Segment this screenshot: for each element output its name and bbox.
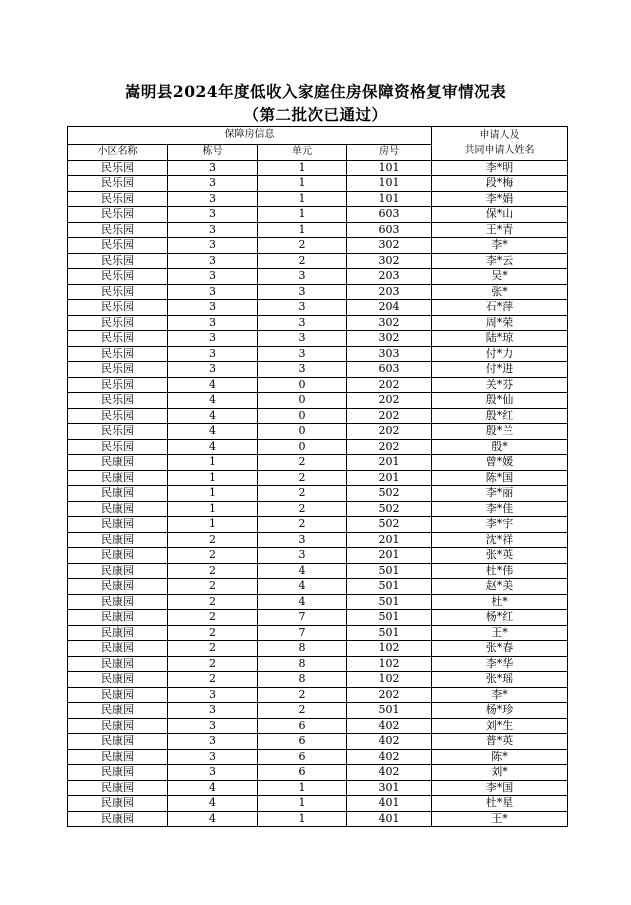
cell-community: 民康园 — [68, 811, 168, 827]
table-row — [68, 207, 568, 223]
page-subtitle: （第二批次已通过） — [243, 105, 388, 124]
cell-building: 2 — [168, 594, 258, 610]
cell-community: 民康园 — [68, 687, 168, 703]
cell-room: 402 — [347, 749, 432, 765]
cell-room: 603 — [347, 362, 432, 378]
table-row — [68, 625, 568, 641]
cell-room: 202 — [347, 408, 432, 424]
cell-applicant: 王* — [432, 811, 568, 827]
cell-building: 2 — [168, 656, 258, 672]
cell-building: 4 — [168, 780, 258, 796]
cell-room: 302 — [347, 315, 432, 331]
cell-room: 502 — [347, 517, 432, 533]
table-row — [68, 749, 568, 765]
cell-community: 民乐园 — [68, 238, 168, 254]
table-row — [68, 641, 568, 657]
cell-room: 501 — [347, 594, 432, 610]
cell-unit: 1 — [258, 191, 347, 207]
cell-community: 民乐园 — [68, 300, 168, 316]
cell-community: 民乐园 — [68, 207, 168, 223]
cell-community: 民康园 — [68, 780, 168, 796]
cell-community: 民康园 — [68, 470, 168, 486]
cell-building: 3 — [168, 253, 258, 269]
cell-applicant: 李*明 — [432, 160, 568, 176]
cell-unit: 7 — [258, 610, 347, 626]
table-row — [68, 532, 568, 548]
cell-unit: 4 — [258, 594, 347, 610]
cell-applicant: 刘* — [432, 765, 568, 781]
cell-building: 2 — [168, 579, 258, 595]
table-row — [68, 672, 568, 688]
cell-community: 民康园 — [68, 610, 168, 626]
cell-room: 102 — [347, 641, 432, 657]
cell-unit: 0 — [258, 424, 347, 440]
cell-unit: 2 — [258, 517, 347, 533]
cell-room: 203 — [347, 284, 432, 300]
cell-community: 民康园 — [68, 656, 168, 672]
cell-building: 3 — [168, 346, 258, 362]
table-row — [68, 811, 568, 827]
table-row — [68, 501, 568, 517]
cell-unit: 3 — [258, 300, 347, 316]
table-row — [68, 765, 568, 781]
table-row — [68, 269, 568, 285]
cell-applicant: 王*青 — [432, 222, 568, 238]
cell-room: 102 — [347, 672, 432, 688]
cell-community: 民康园 — [68, 734, 168, 750]
cell-unit: 3 — [258, 284, 347, 300]
table-row — [68, 408, 568, 424]
cell-community: 民康园 — [68, 703, 168, 719]
cell-building: 2 — [168, 625, 258, 641]
cell-community: 民康园 — [68, 517, 168, 533]
cell-room: 603 — [347, 207, 432, 223]
table-row — [68, 486, 568, 502]
cell-community: 民乐园 — [68, 377, 168, 393]
table-row — [68, 238, 568, 254]
cell-unit: 2 — [258, 687, 347, 703]
housing-table — [67, 126, 568, 827]
cell-unit: 6 — [258, 765, 347, 781]
cell-applicant: 殷*仙 — [432, 393, 568, 409]
cell-building: 3 — [168, 734, 258, 750]
cell-community: 民乐园 — [68, 176, 168, 192]
table-row — [68, 517, 568, 533]
cell-building: 4 — [168, 796, 258, 812]
cell-applicant: 陈*国 — [432, 470, 568, 486]
cell-applicant: 赵*美 — [432, 579, 568, 595]
cell-building: 3 — [168, 176, 258, 192]
cell-unit: 6 — [258, 718, 347, 734]
cell-applicant: 王* — [432, 625, 568, 641]
table-row — [68, 176, 568, 192]
cell-unit: 0 — [258, 377, 347, 393]
cell-room: 501 — [347, 563, 432, 579]
header-housing-info: 保障房信息 — [68, 127, 432, 145]
cell-room: 202 — [347, 377, 432, 393]
cell-applicant: 杜*星 — [432, 796, 568, 812]
cell-community: 民乐园 — [68, 346, 168, 362]
cell-community: 民乐园 — [68, 315, 168, 331]
cell-building: 4 — [168, 424, 258, 440]
cell-room: 402 — [347, 734, 432, 750]
cell-applicant: 李* — [432, 687, 568, 703]
cell-community: 民乐园 — [68, 191, 168, 207]
cell-unit: 0 — [258, 393, 347, 409]
cell-building: 3 — [168, 687, 258, 703]
header-applicants-line2: 共同申请人姓名 — [464, 145, 535, 157]
table-row — [68, 455, 568, 471]
cell-unit: 4 — [258, 579, 347, 595]
table-row — [68, 796, 568, 812]
cell-room: 201 — [347, 532, 432, 548]
cell-building: 3 — [168, 207, 258, 223]
cell-applicant: 李*国 — [432, 780, 568, 796]
cell-room: 302 — [347, 331, 432, 347]
cell-applicant: 吴* — [432, 269, 568, 285]
cell-unit: 1 — [258, 222, 347, 238]
cell-building: 2 — [168, 641, 258, 657]
table-row — [68, 160, 568, 176]
cell-room: 204 — [347, 300, 432, 316]
cell-room: 102 — [347, 656, 432, 672]
table-row — [68, 253, 568, 269]
table-row — [68, 687, 568, 703]
table-row — [68, 362, 568, 378]
cell-community: 民康园 — [68, 563, 168, 579]
cell-applicant: 付*进 — [432, 362, 568, 378]
cell-room: 501 — [347, 625, 432, 641]
cell-building: 3 — [168, 362, 258, 378]
cell-community: 民康园 — [68, 501, 168, 517]
cell-room: 201 — [347, 470, 432, 486]
cell-building: 2 — [168, 548, 258, 564]
cell-community: 民乐园 — [68, 160, 168, 176]
cell-unit: 2 — [258, 253, 347, 269]
cell-applicant: 李* — [432, 238, 568, 254]
cell-community: 民康园 — [68, 548, 168, 564]
cell-community: 民乐园 — [68, 331, 168, 347]
cell-unit: 2 — [258, 455, 347, 471]
table-row — [68, 393, 568, 409]
cell-room: 302 — [347, 253, 432, 269]
cell-applicant: 张* — [432, 284, 568, 300]
cell-unit: 3 — [258, 269, 347, 285]
table-row — [68, 734, 568, 750]
table-row — [68, 470, 568, 486]
cell-unit: 6 — [258, 749, 347, 765]
cell-room: 303 — [347, 346, 432, 362]
cell-applicant: 殷*红 — [432, 408, 568, 424]
cell-building: 3 — [168, 315, 258, 331]
cell-room: 603 — [347, 222, 432, 238]
cell-unit: 1 — [258, 176, 347, 192]
cell-room: 502 — [347, 486, 432, 502]
cell-building: 3 — [168, 269, 258, 285]
cell-unit: 7 — [258, 625, 347, 641]
cell-applicant: 李*宇 — [432, 517, 568, 533]
cell-building: 1 — [168, 470, 258, 486]
cell-unit: 0 — [258, 408, 347, 424]
table-row — [68, 594, 568, 610]
cell-building: 3 — [168, 160, 258, 176]
cell-community: 民康园 — [68, 594, 168, 610]
cell-unit: 3 — [258, 346, 347, 362]
cell-building: 3 — [168, 300, 258, 316]
header-applicants-line1: 申请人及 — [479, 130, 520, 142]
cell-applicant: 普*英 — [432, 734, 568, 750]
cell-room: 401 — [347, 796, 432, 812]
cell-community: 民康园 — [68, 455, 168, 471]
cell-applicant: 陈* — [432, 749, 568, 765]
table-row — [68, 331, 568, 347]
cell-community: 民乐园 — [68, 284, 168, 300]
cell-community: 民康园 — [68, 749, 168, 765]
cell-unit: 3 — [258, 315, 347, 331]
cell-building: 2 — [168, 610, 258, 626]
cell-building: 3 — [168, 718, 258, 734]
cell-room: 202 — [347, 687, 432, 703]
cell-applicant: 刘*生 — [432, 718, 568, 734]
cell-community: 民乐园 — [68, 222, 168, 238]
table-row — [68, 780, 568, 796]
cell-applicant: 张*英 — [432, 548, 568, 564]
cell-applicant: 李*娟 — [432, 191, 568, 207]
cell-community: 民康园 — [68, 718, 168, 734]
cell-community: 民乐园 — [68, 362, 168, 378]
table-row — [68, 439, 568, 455]
cell-applicant: 周*荣 — [432, 315, 568, 331]
page-title: 嵩明县2024年度低收入家庭住房保障资格复审情况表 — [124, 82, 507, 101]
cell-unit: 2 — [258, 501, 347, 517]
cell-building: 3 — [168, 238, 258, 254]
cell-applicant: 李*丽 — [432, 486, 568, 502]
cell-room: 101 — [347, 160, 432, 176]
cell-room: 501 — [347, 610, 432, 626]
cell-applicant: 张*瑶 — [432, 672, 568, 688]
cell-community: 民乐园 — [68, 408, 168, 424]
cell-community: 民乐园 — [68, 424, 168, 440]
cell-applicant: 段*梅 — [432, 176, 568, 192]
header-community: 小区名称 — [68, 145, 168, 161]
table-row — [68, 424, 568, 440]
header-room: 房号 — [347, 145, 432, 161]
cell-unit: 3 — [258, 362, 347, 378]
cell-applicant: 杜*伟 — [432, 563, 568, 579]
cell-building: 3 — [168, 331, 258, 347]
cell-building: 1 — [168, 517, 258, 533]
cell-applicant: 曾*媛 — [432, 455, 568, 471]
cell-unit: 3 — [258, 532, 347, 548]
table-row — [68, 718, 568, 734]
cell-applicant: 殷* — [432, 439, 568, 455]
cell-room: 202 — [347, 393, 432, 409]
cell-building: 1 — [168, 455, 258, 471]
table-row — [68, 563, 568, 579]
cell-applicant: 石*萍 — [432, 300, 568, 316]
table-row — [68, 191, 568, 207]
cell-community: 民康园 — [68, 625, 168, 641]
header-applicants — [432, 127, 568, 161]
cell-community: 民康园 — [68, 486, 168, 502]
cell-building: 3 — [168, 222, 258, 238]
cell-applicant: 保*山 — [432, 207, 568, 223]
cell-building: 3 — [168, 703, 258, 719]
cell-building: 4 — [168, 408, 258, 424]
cell-room: 301 — [347, 780, 432, 796]
cell-room: 501 — [347, 703, 432, 719]
cell-applicant: 杨*珍 — [432, 703, 568, 719]
cell-building: 4 — [168, 439, 258, 455]
cell-unit: 4 — [258, 563, 347, 579]
cell-unit: 3 — [258, 548, 347, 564]
cell-applicant: 杜* — [432, 594, 568, 610]
table-row — [68, 284, 568, 300]
cell-room: 201 — [347, 455, 432, 471]
cell-community: 民康园 — [68, 579, 168, 595]
cell-building: 3 — [168, 765, 258, 781]
cell-community: 民乐园 — [68, 269, 168, 285]
table-row — [68, 346, 568, 362]
cell-applicant: 张*春 — [432, 641, 568, 657]
cell-applicant: 李*云 — [432, 253, 568, 269]
cell-community: 民康园 — [68, 765, 168, 781]
header-unit: 单元 — [258, 145, 347, 161]
table-row — [68, 703, 568, 719]
cell-applicant: 陆*琼 — [432, 331, 568, 347]
cell-room: 202 — [347, 439, 432, 455]
cell-building: 4 — [168, 377, 258, 393]
cell-community: 民康园 — [68, 532, 168, 548]
cell-community: 民康园 — [68, 641, 168, 657]
cell-unit: 0 — [258, 439, 347, 455]
table-row — [68, 377, 568, 393]
cell-building: 4 — [168, 393, 258, 409]
cell-room: 401 — [347, 811, 432, 827]
cell-room: 203 — [347, 269, 432, 285]
cell-applicant: 沈*祥 — [432, 532, 568, 548]
cell-community: 民乐园 — [68, 393, 168, 409]
cell-unit: 8 — [258, 672, 347, 688]
cell-room: 501 — [347, 579, 432, 595]
cell-unit: 8 — [258, 641, 347, 657]
cell-unit: 1 — [258, 780, 347, 796]
table-row — [68, 315, 568, 331]
cell-community: 民乐园 — [68, 439, 168, 455]
cell-room: 101 — [347, 191, 432, 207]
cell-unit: 3 — [258, 331, 347, 347]
cell-unit: 1 — [258, 207, 347, 223]
cell-building: 3 — [168, 191, 258, 207]
cell-building: 1 — [168, 486, 258, 502]
cell-room: 502 — [347, 501, 432, 517]
cell-unit: 2 — [258, 238, 347, 254]
cell-community: 民康园 — [68, 796, 168, 812]
cell-room: 201 — [347, 548, 432, 564]
cell-building: 2 — [168, 672, 258, 688]
cell-unit: 6 — [258, 734, 347, 750]
cell-room: 202 — [347, 424, 432, 440]
cell-room: 402 — [347, 718, 432, 734]
cell-unit: 2 — [258, 703, 347, 719]
cell-applicant: 殷*兰 — [432, 424, 568, 440]
cell-unit: 2 — [258, 486, 347, 502]
cell-room: 302 — [347, 238, 432, 254]
cell-unit: 8 — [258, 656, 347, 672]
cell-community: 民康园 — [68, 672, 168, 688]
table-row — [68, 300, 568, 316]
header-building: 栋号 — [168, 145, 258, 161]
table-row — [68, 656, 568, 672]
cell-unit: 1 — [258, 811, 347, 827]
cell-building: 2 — [168, 532, 258, 548]
cell-building: 4 — [168, 811, 258, 827]
cell-room: 101 — [347, 176, 432, 192]
cell-applicant: 李*佳 — [432, 501, 568, 517]
cell-unit: 1 — [258, 160, 347, 176]
cell-applicant: 杨*红 — [432, 610, 568, 626]
table-row — [68, 610, 568, 626]
cell-community: 民乐园 — [68, 253, 168, 269]
cell-building: 3 — [168, 284, 258, 300]
cell-room: 402 — [347, 765, 432, 781]
table-row — [68, 548, 568, 564]
cell-building: 3 — [168, 749, 258, 765]
cell-unit: 1 — [258, 796, 347, 812]
table-row — [68, 579, 568, 595]
cell-applicant: 付*力 — [432, 346, 568, 362]
cell-building: 1 — [168, 501, 258, 517]
cell-building: 2 — [168, 563, 258, 579]
table-row — [68, 222, 568, 238]
cell-applicant: 李*华 — [432, 656, 568, 672]
cell-applicant: 关*芬 — [432, 377, 568, 393]
table-body — [68, 160, 568, 827]
cell-unit: 2 — [258, 470, 347, 486]
